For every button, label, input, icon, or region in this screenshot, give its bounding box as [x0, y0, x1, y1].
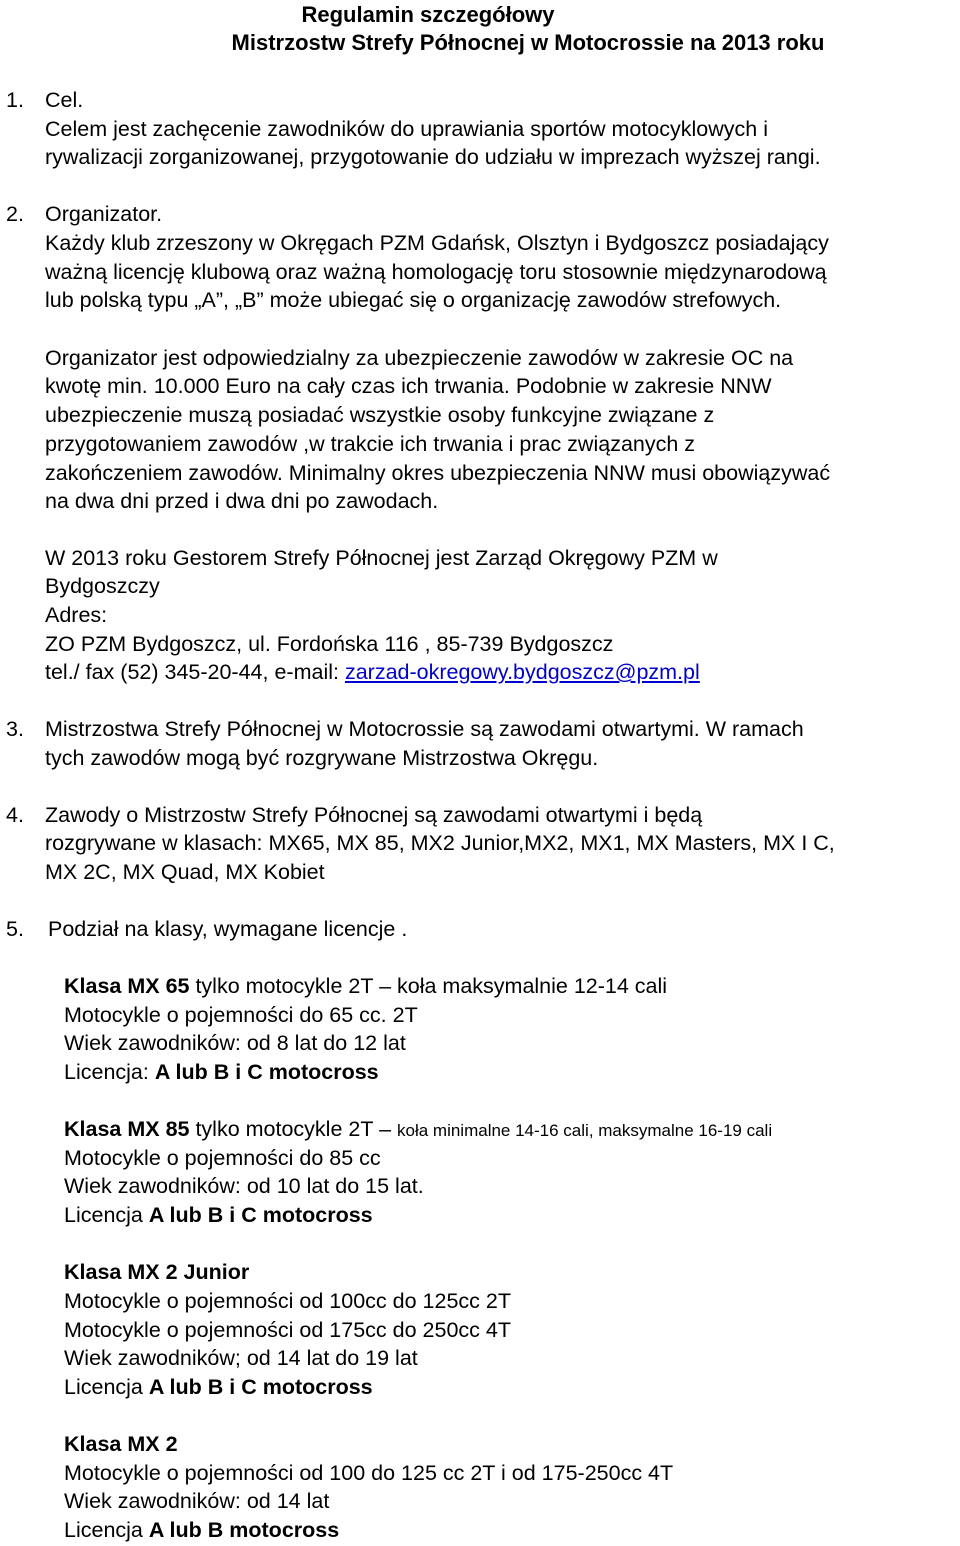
section-2-p2-line: przygotowaniem zawodów ,w trakcie ich trwania i prac związanych z [45, 432, 696, 456]
section-2-address: ZO PZM Bydgoszcz, ul. Fordońska 116 , 85-739 Bydgoszcz [45, 632, 614, 656]
section-2-p2-line: kwotę min. 10.000 Euro na cały czas ich trwania. Podobnie w zakresie NNW [45, 374, 772, 398]
section-2-p1-line: lub polską typu „A”, „B” może ubiegać się o organizację zawodów strefowych. [45, 288, 782, 312]
class-mx85-license [64, 1201, 373, 1229]
license-label: Licencja [64, 1518, 149, 1542]
section-2-heading: Organizator. [45, 202, 163, 226]
section-2-address-label: Adres: [45, 603, 108, 627]
section-2-p2-line: zakończeniem zawodów. Minimalny okres ubezpieczenia NNW musi obowiązywać [45, 461, 831, 485]
license-label: Licencja [64, 1375, 149, 1399]
contact-phone-fax: tel./ fax (52) 345-20-44, e-mail: [45, 660, 345, 684]
class-mx2-junior-capacity-4t: Motocykle o pojemności od 175cc do 250cc 4T [64, 1318, 511, 1342]
section-2-p2-line: na dwa dni przed i dwa dni po zawodach. [45, 489, 439, 513]
doc-title-line1: Regulamin szczegółowy [301, 2, 555, 27]
section-2-p2-line: Organizator jest odpowiedzialny za ubezpieczenie zawodów w zakresie OC na [45, 346, 794, 370]
section-2-p1-line: Każdy klub zrzeszony w Okręgach PZM Gdańsk, Olsztyn i Bydgoszcz posiadający [45, 231, 829, 255]
section-3-text-1: Mistrzostwa Strefy Północnej w Motocrossie są zawodami otwartymi. W ramach [45, 717, 804, 741]
section-3-number: 3. [6, 717, 24, 741]
class-mx65-name: Klasa MX 65 [64, 974, 190, 998]
class-mx65-desc: tylko motocykle 2T – koła maksymalnie 12-14 cali [189, 974, 668, 998]
license-label: Licencja [64, 1203, 149, 1227]
section-2-number: 2. [6, 202, 24, 226]
class-mx2-capacity: Motocykle o pojemności od 100 do 125 cc 2T i od 175-250cc 4T [64, 1461, 674, 1485]
class-mx65-license [64, 1058, 379, 1086]
class-mx85-age: Wiek zawodników: od 10 lat do 15 lat. [64, 1174, 424, 1198]
section-2-p1-line: ważną licencję klubową oraz ważną homologację toru stosownie międzynarodową [45, 260, 827, 284]
section-2-p2-line: ubezpieczenie muszą posiadać wszystkie osoby funkcyjne związane z [45, 403, 715, 427]
class-mx2-name: Klasa MX 2 [64, 1432, 178, 1456]
class-mx2-junior-license [64, 1373, 373, 1401]
license-value: A lub B motocross [148, 1518, 340, 1542]
class-mx85-title [64, 1115, 772, 1145]
section-4-text-1: Zawody o Mistrzostw Strefy Północnej są zawodami otwartymi i będą [45, 803, 703, 827]
license-value: A lub B i C motocross [148, 1203, 373, 1227]
section-1-number: 1. [6, 88, 24, 112]
section-2-p3-line: W 2013 roku Gestorem Strefy Północnej jest Zarząd Okręgowy PZM w [45, 546, 718, 570]
class-mx85-desc: tylko motocykle 2T – [189, 1117, 397, 1141]
section-4-number: 4. [6, 803, 24, 827]
class-mx65-title [64, 972, 667, 1000]
class-mx65-capacity: Motocykle o pojemności do 65 cc. 2T [64, 1003, 418, 1027]
license-value: A lub B i C motocross [154, 1060, 379, 1084]
section-4-text-3: MX 2C, MX Quad, MX Kobiet [45, 860, 325, 884]
section-1-text-1: Celem jest zachęcenie zawodników do uprawiania sportów motocyklowych i [45, 117, 768, 141]
class-mx2-age: Wiek zawodników: od 14 lat [64, 1489, 330, 1513]
section-3-text-2: tych zawodów mogą być rozgrywane Mistrzostwa Okręgu. [45, 746, 599, 770]
class-mx85-name: Klasa MX 85 [64, 1117, 190, 1141]
section-1-text-2: rywalizacji zorganizowanej, przygotowanie do udziału w imprezach wyższej rangi. [45, 145, 821, 169]
section-4-text-2: rozgrywane w klasach: MX65, MX 85, MX2 Junior,MX2, MX1, MX Masters, MX I C, [45, 831, 835, 855]
section-5-number: 5. [6, 917, 24, 941]
class-mx2-junior-age: Wiek zawodników; od 14 lat do 19 lat [64, 1346, 418, 1370]
license-label: Licencja: [64, 1060, 155, 1084]
class-mx85-wheels: koła minimalne 14-16 cali, maksymalne 16-19 cali [397, 1121, 773, 1140]
class-mx65-age: Wiek zawodników: od 8 lat do 12 lat [64, 1031, 406, 1055]
section-2-contact [45, 658, 700, 686]
class-mx2-license [64, 1516, 339, 1544]
section-5-heading: Podział na klasy, wymagane licencje . [48, 917, 408, 941]
class-mx2-junior-capacity-2t: Motocykle o pojemności od 100cc do 125cc 2T [64, 1289, 511, 1313]
doc-title-line2: Mistrzostw Strefy Północnej w Motocrossie na 2013 roku [231, 30, 825, 55]
class-mx2-junior-name: Klasa MX 2 Junior [64, 1260, 250, 1284]
section-1-heading: Cel. [45, 88, 84, 112]
email-link[interactable]: zarzad-okregowy.bydgoszcz@pzm.pl [344, 660, 700, 684]
section-2-p3-line: Bydgoszczy [45, 574, 160, 598]
license-value: A lub B i C motocross [148, 1375, 373, 1399]
class-mx85-capacity: Motocykle o pojemności do 85 cc [64, 1146, 381, 1170]
